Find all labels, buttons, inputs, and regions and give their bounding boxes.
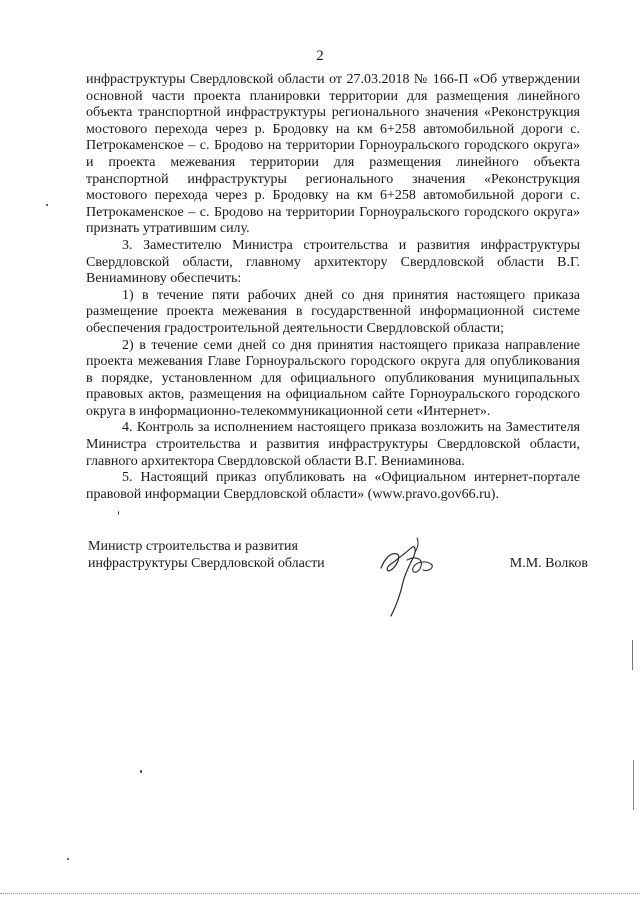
scan-edge-mark bbox=[633, 760, 634, 810]
signatory-name: М.М. Волков bbox=[509, 556, 588, 571]
paragraph-subitem-2: 2) в течение семи дней со дня принятия настоящего приказа направление проекта межевания Главе Горноуральского городского округа для опубликования в порядке, установленном для официального опубликования муниципальных правовых актов, размещения на официальном сайте Горноуральского городского округа в информационно-телекоммуникационной сети «Интернет». bbox=[86, 337, 580, 419]
document-body bbox=[86, 72, 580, 503]
scan-bottom-edge bbox=[0, 893, 640, 894]
paragraph-subitem-1: 1) в течение пяти рабочих дней со дня принятия настоящего приказа размещение проекта межевания в государственной информационной системе обеспечения градостроительной деятельности Свердловской области; bbox=[86, 287, 580, 336]
paragraph-item-5: 5. Настоящий приказ опубликовать на «Официальном интернет-портале правовой информации Свердловской области» (www.pravo.gov66.ru). bbox=[86, 470, 580, 502]
scan-speck bbox=[118, 511, 119, 515]
signatory-title-line-2: инфраструктуры Свердловской области bbox=[88, 556, 325, 571]
signatory-title bbox=[88, 538, 325, 572]
paragraph-item-4: 4. Контроль за исполнением настоящего приказа возложить на Заместителя Министра строительства и развития инфраструктуры Свердловской области, главного архитектора Свердловской области В.Г. Вениаминова. bbox=[86, 420, 580, 469]
scan-speck bbox=[46, 204, 48, 206]
page-number: 2 bbox=[316, 48, 324, 64]
signature-block bbox=[88, 538, 588, 638]
scan-speck bbox=[140, 770, 142, 773]
signatory-title-line-1: Министр строительства и развития bbox=[88, 539, 298, 554]
paragraph-item-3: 3. Заместителю Министра строительства и развития инфраструктуры Свердловской области, главному архитектору Свердловской области В.Г. Вениаминову обеспечить: bbox=[86, 237, 580, 287]
paragraph-continuation: инфраструктуры Свердловской области от 27.03.2018 № 166-П «Об утверждении основной части проекта планировки территории для размещения линейного объекта транспортной инфраструктуры регионального значения «Реконструкция мостового перехода через р. Бродовку на км 6+258 автомобильной дороги с. Петрокаменское – с. Бродово на территории Горноуральского городского округа» и проекта межевания территории для размещения линейного объекта транспортной инфраструктуры регионального значения «Реконструкция мостового перехода через р. Бродовку на км 6+258 автомобильной дороги с. Петрокаменское – с. Бродово на территории Горноуральского городского округа» признать утратившим силу. bbox=[86, 72, 580, 237]
scan-edge-mark bbox=[632, 640, 633, 670]
scan-speck bbox=[67, 858, 69, 860]
handwritten-signature bbox=[371, 530, 451, 630]
